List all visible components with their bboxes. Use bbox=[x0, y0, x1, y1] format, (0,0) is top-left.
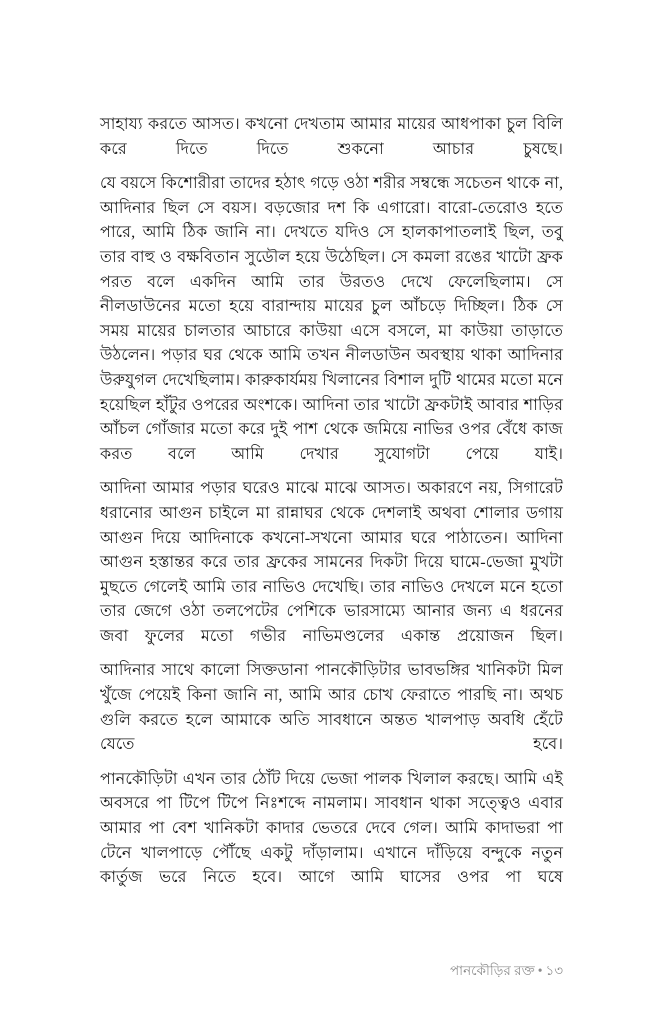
footer-book-title: পানকৌড়ির রক্ত bbox=[450, 963, 535, 978]
page-footer bbox=[100, 962, 563, 980]
paragraph: যে বয়সে কিশোরীরা তাদের হঠাৎ গড়ে ওঠা শরীর সম্বন্ধে সচেতন থাকে না, আদিনার ছিল সে বয়স। বড়জোর দশ কি এগারো। বারো-তেরোও হতে পারে, আমি ঠিক জানি না। দেখতে যদিও সে হালকাপাতলাই ছিল, তবু তার বাহু ও বক্ষবিতান সুডৌল হয়ে উঠেছিল। সে কমলা রঙের খাটো ফ্রক পরত বলে একদিন আমি তার উরতও দেখে ফেলেছিলাম। সে নীলডাউনের মতো হয়ে বারান্দায় মায়ের চুল আঁচড়ে দিচ্ছিল। ঠিক সে সময় মায়ের চালতার আচারে কাউয়া এসে বসলে, মা কাউয়া তাড়াতে উঠলেন। পড়ার ঘর থেকে আমি তখন নীলডাউন অবস্থায় থাকা আদিনার উরুযুগল দেখেছিলাম। কারুকার্যময় খিলানের বিশাল দুটি থামের মতো মনে হয়েছিল হাঁটুর ওপরের অংশকে। আদিনা তার খাটো ফ্রকটাই আবার শাড়ির আঁচল গোঁজার মতো করে দুই পাশ থেকে জমিয়ে নাভির ওপর বেঁধে কাজ করত বলে আমি দেখার সুযোগটা পেয়ে যাই। bbox=[100, 174, 563, 463]
paragraph: সাহায্য করতে আসত। কখনো দেখতাম আমার মায়ের আধপাকা চুল বিলি করে দিতে দিতে শুকনো আচার চুষছে। bbox=[100, 115, 563, 158]
page-text-block bbox=[100, 112, 563, 890]
page-number: ১৩ bbox=[545, 963, 563, 978]
paragraph: পানকৌড়িটা এখন তার ঠোঁট দিয়ে ভেজা পালক খিলাল করছে। আমি এই অবসরে পা টিপে টিপে নিঃশব্দে নামলাম। সাবধান থাকা সত্ত্বেও এবার আমার পা বেশ খানিকটা কাদার ভেতরে দেবে গেল। আমি কাদাভরা পা টেনে খালপাড়ে পৌঁছে একটু দাঁড়ালাম। এখানে দাঁড়িয়ে বন্দুকে নতুন কার্তুজ ভরে নিতে হবে। আগে আমি ঘাসের ওপর পা ঘষে bbox=[100, 769, 563, 887]
paragraph: আদিনার সাথে কালো সিক্তডানা পানকৌড়িটার ভাবভঙ্গির খানিকটা মিল খুঁজে পেয়েই কিনা জানি না, আমি আর চোখ ফেরাতে পারছি না। অথচ গুলি করতে হলে আমাকে অতি সাবধানে অন্তত খালপাড় অবধি হেঁটে যেতে হবে। bbox=[100, 661, 563, 754]
paragraph: আদিনা আমার পড়ার ঘরেও মাঝে মাঝে আসত। অকারণে নয়, সিগারেট ধরানোর আগুন চাইলে মা রান্নাঘর থেকে দেশলাই অথবা শোলার ডগায় আগুন দিয়ে আদিনাকে কখনো-সখনো আমার ঘরে পাঠাতেন। আদিনা আগুন হস্তান্তর করে তার ফ্রকের সামনের দিকটা দিয়ে ঘামে-ভেজা মুখটা মুছতে গেলেই আমি তার নাভিও দেখেছি। তার নাভিও দেখলে মনে হতো তার জেগে ওঠা তলপেটের পেশিকে ভারসাম্যে আনার জন্য এ ধরনের জবা ফুলের মতো গভীর নাভিমণ্ডলের একান্ত প্রয়োজন ছিল। bbox=[100, 479, 563, 645]
footer-separator-dot: • bbox=[537, 963, 543, 978]
